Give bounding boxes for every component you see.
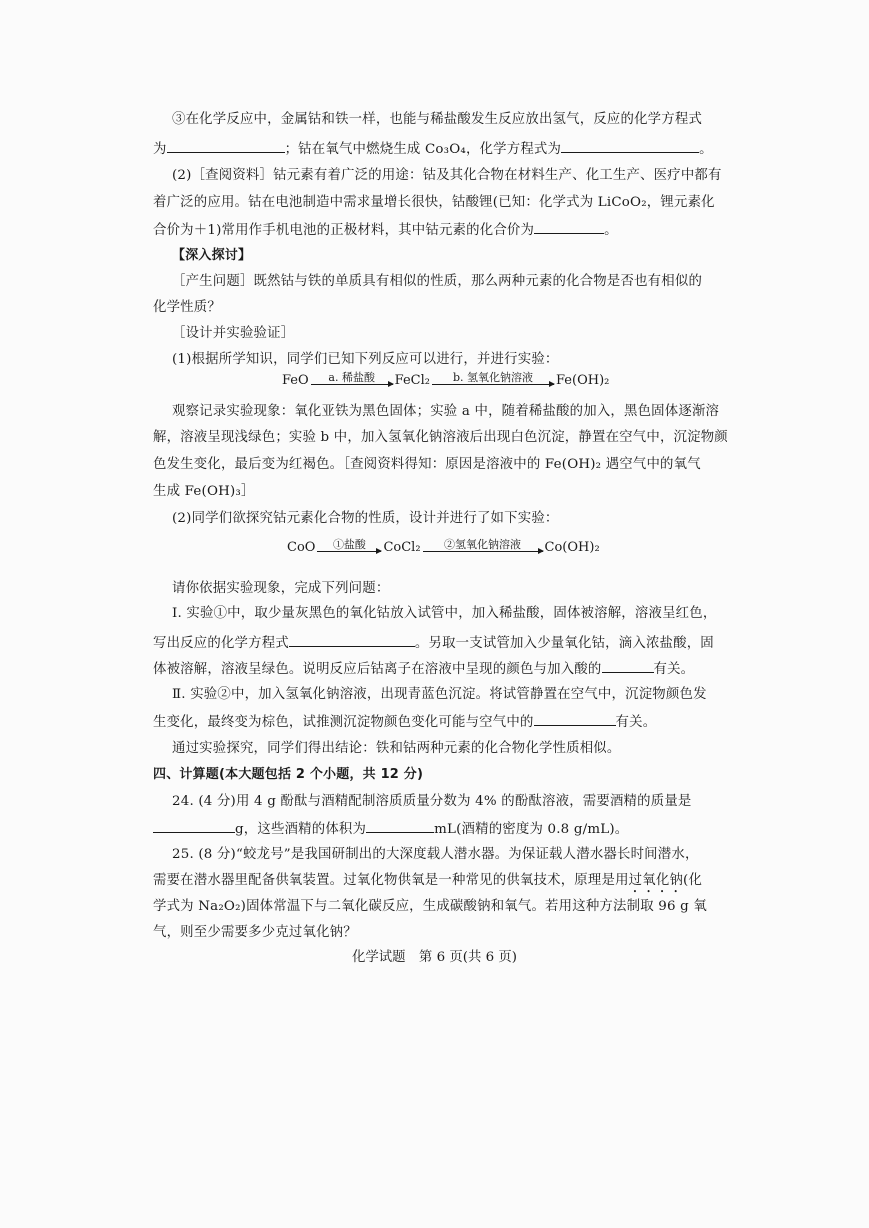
text-line: 解，溶液呈现浅绿色；实验 b 中，加入氢氧化钠溶液后出现白色沉淀，静置在空气中，沉淀物颜 xyxy=(153,430,728,445)
arrow-label: b. 氢氧化钠溶液 xyxy=(452,371,534,384)
text-line: (2)同学们欲探究钴元素化合物的性质，设计并进行了如下实验： xyxy=(172,511,559,526)
answer-blank[interactable] xyxy=(534,220,604,234)
text-segment: 写出反应的化学方程式 xyxy=(153,636,289,651)
text-segment: 。另取一支试管加入少量氧化钴，滴入浓盐酸，固 xyxy=(414,636,714,651)
text-segment: mL(酒精的密度为 0.8 g/mL)。 xyxy=(434,822,629,837)
arrow-label: a. 稀盐酸 xyxy=(328,371,375,384)
text-line xyxy=(153,139,723,159)
arrow-label: ①盐酸 xyxy=(332,538,366,551)
text-line: Ⅰ. 实验①中，取少量灰黑色的氧化钴放入试管中，加入稀盐酸，固体被溶解，溶液呈红色， xyxy=(172,606,717,621)
text-line: ［产生问题］既然钴与铁的单质具有相似的性质，那么两种元素的化合物是否也有相似的 xyxy=(172,274,703,289)
reaction-equation-co xyxy=(287,538,600,557)
answer-blank[interactable] xyxy=(366,819,434,833)
chem-formula: Co(OH)₂ xyxy=(544,540,600,555)
chem-formula: FeCl₂ xyxy=(394,373,430,388)
chem-formula: FeO xyxy=(282,373,309,388)
text-line xyxy=(153,633,723,653)
text-line xyxy=(153,872,723,896)
answer-blank[interactable] xyxy=(561,139,699,153)
answer-blank[interactable] xyxy=(534,712,616,726)
text-segment: 有关。 xyxy=(653,662,695,677)
text-line: 着广泛的应用。钴在电池制造中需求量增长很快，钴酸锂(已知：化学式为 LiCoO₂，锂元素化 xyxy=(153,195,715,210)
text-line: Ⅱ. 实验②中，加入氢氧化钠溶液，出现青蓝色沉淀。将试管静置在空气中，沉淀物颜色发 xyxy=(172,687,707,702)
reaction-arrow xyxy=(432,371,554,390)
reaction-equation-fe xyxy=(282,371,609,390)
arrow-icon xyxy=(423,551,543,552)
text-line: 通过实验探究，同学们得出结论：铁和钴两种元素的化合物化学性质相似。 xyxy=(172,741,621,756)
text-segment: 生变化，最终变为棕色，试推测沉淀物颜色变化可能与空气中的 xyxy=(153,715,534,730)
text-line: 25. (8 分)“蛟龙号”是我国研制出的大深度载人潜水器。为保证载人潜水器长时间潜水， xyxy=(172,847,699,862)
text-segment: 需要在潜水器里配备供氧装置。过氧化物供氧是一种常见的供氧技术，原理是用 xyxy=(153,873,629,888)
text-segment: ；钴在氧气中燃烧生成 Co₃O₄，化学方程式为 xyxy=(284,142,562,157)
text-segment: 合价为＋1)常用作手机电池的正极材料，其中钴元素的化合价为 xyxy=(153,223,535,238)
text-line: 化学性质？ xyxy=(153,300,221,315)
text-segment: 为 xyxy=(153,142,167,157)
text-segment: 。 xyxy=(699,142,713,157)
reaction-arrow xyxy=(317,538,381,557)
reaction-arrow xyxy=(423,538,543,557)
reaction-arrow xyxy=(311,371,393,390)
text-segment: 有关。 xyxy=(615,715,657,730)
text-line: 生成 Fe(OH)₃］ xyxy=(153,484,255,499)
answer-blank[interactable] xyxy=(153,819,235,833)
text-line: 学式为 Na₂O₂)固体常温下与二氧化碳反应，生成碳酸钠和氧气。若用这种方法制取 96 g 氧 xyxy=(153,899,707,914)
chem-formula: Fe(OH)₂ xyxy=(556,373,610,388)
text-line xyxy=(153,659,723,679)
section-heading: 四、计算题(本大题包括 2 个小题，共 12 分) xyxy=(153,767,424,782)
answer-blank[interactable] xyxy=(602,659,654,673)
answer-blank[interactable] xyxy=(167,139,285,153)
chem-formula: CoO xyxy=(287,540,316,555)
text-line: 色发生变化，最后变为红褐色。［查阅资料得知：原因是溶液中的 Fe(OH)₂ 遇空气中的氧气 xyxy=(153,457,701,472)
text-segment: 。 xyxy=(604,223,618,238)
text-segment: 体被溶解，溶液呈绿色。说明反应后钴离子在溶液中呈现的颜色与加入酸的 xyxy=(153,662,602,677)
text-line xyxy=(153,712,723,732)
emphasized-term: 过氧化钠 xyxy=(628,873,684,888)
text-line xyxy=(153,819,723,839)
section-heading: 【深入探讨】 xyxy=(172,248,252,263)
text-line: 气，则至少需要多少克过氧化钠？ xyxy=(153,925,357,940)
arrow-icon xyxy=(311,384,393,385)
text-segment: g，这些酒精的体积为 xyxy=(235,822,367,837)
text-line: 观察记录实验现象：氧化亚铁为黑色固体；实验 a 中，随着稀盐酸的加入，黑色固体逐渐溶 xyxy=(172,404,720,419)
arrow-label: ②氢氧化钠溶液 xyxy=(444,538,522,551)
answer-blank[interactable] xyxy=(289,633,415,647)
text-line: (2)［查阅资料］钴元素有着广泛的用途：钴及其化合物在材料生产、化工生产、医疗中都有 xyxy=(172,168,722,183)
text-line: (1)根据所学知识，同学们已知下列反应可以进行，并进行实验： xyxy=(172,352,559,367)
text-line: ［设计并实验验证］ xyxy=(172,326,295,341)
page-footer: 化学试题 第 6 页(共 6 页) xyxy=(351,950,518,965)
text-line: 24. (4 分)用 4 g 酚酞与酒精配制溶质质量分数为 4% 的酚酞溶液，需要酒精的质量是 xyxy=(172,794,692,809)
arrow-icon xyxy=(317,551,381,552)
text-segment: (化 xyxy=(683,873,703,888)
chem-formula: CoCl₂ xyxy=(383,540,421,555)
text-line: ③在化学反应中，金属钴和铁一样，也能与稀盐酸发生反应放出氢气，反应的化学方程式 xyxy=(172,112,703,127)
text-line: 请你依据实验现象，完成下列问题： xyxy=(172,581,390,596)
text-line xyxy=(153,220,723,240)
arrow-icon xyxy=(432,384,554,385)
